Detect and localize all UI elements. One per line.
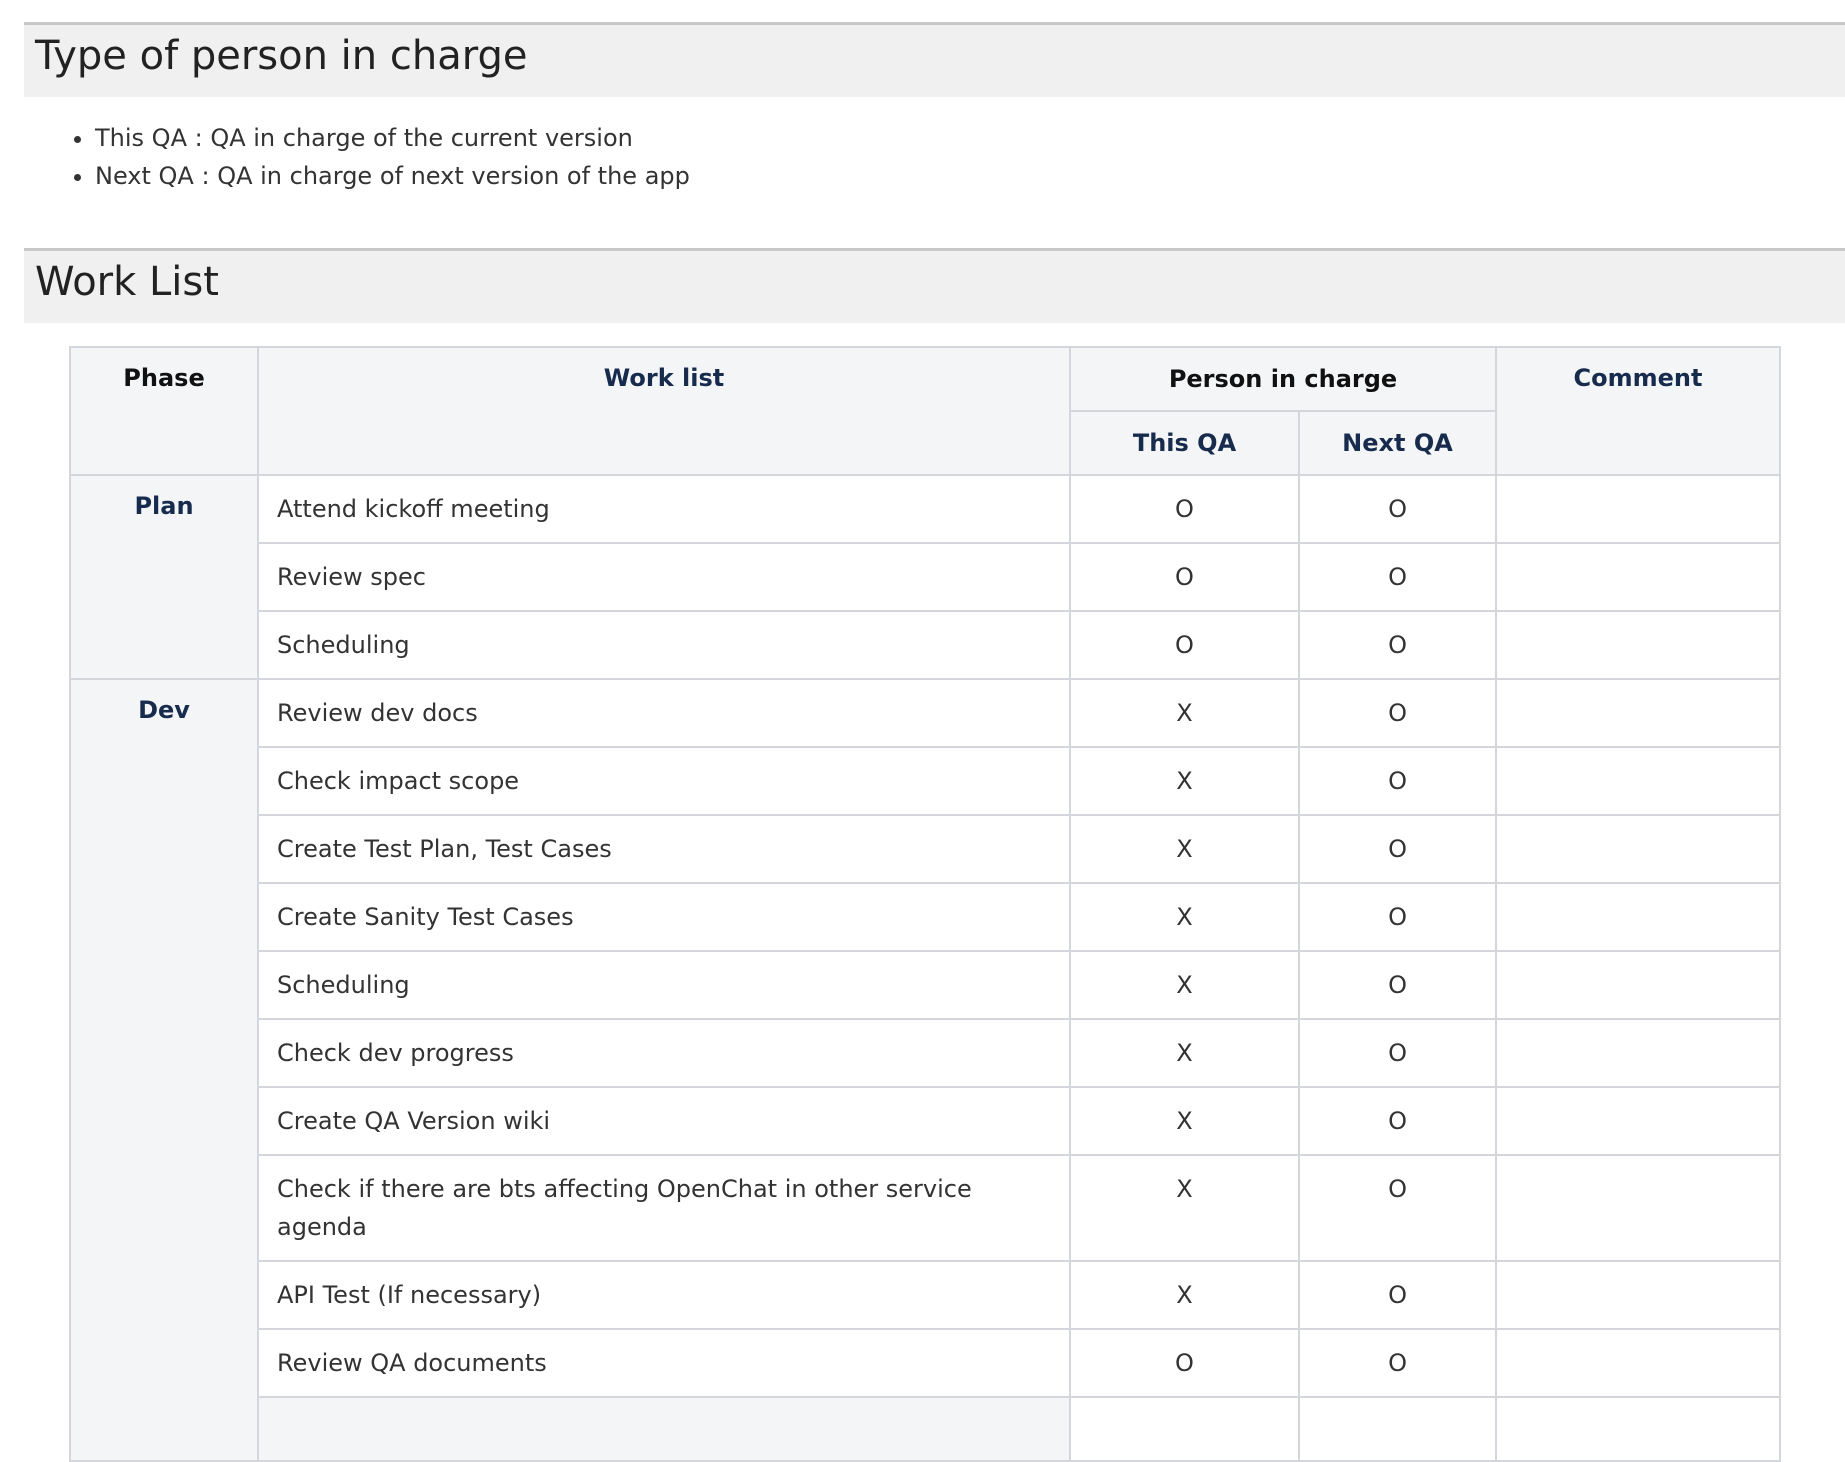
work-list-table [69, 346, 1781, 1462]
header-person-in-charge[interactable]: Person in charge [1070, 347, 1496, 411]
table-row [70, 1019, 1780, 1087]
task-cell: Create QA Version wiki [258, 1087, 1070, 1155]
header-next-qa[interactable]: Next QA [1299, 411, 1496, 475]
next-qa-cell: O [1299, 543, 1496, 611]
bullet-this-qa: • This QA : QA in charge of the current version [95, 119, 690, 157]
this-qa-cell: X [1070, 815, 1299, 883]
section-heading-work [24, 248, 1845, 323]
table-row [70, 1087, 1780, 1155]
phase-cell-next [258, 1397, 1070, 1461]
this-qa-cell: X [1070, 951, 1299, 1019]
this-qa-cell: X [1070, 883, 1299, 951]
task-cell: Scheduling [258, 611, 1070, 679]
section-title-type: Type of person in charge [35, 33, 528, 79]
task-cell: Check impact scope [258, 747, 1070, 815]
task-cell: Create Test Plan, Test Cases [258, 815, 1070, 883]
header-phase[interactable]: Phase [70, 347, 258, 475]
table-row [70, 951, 1780, 1019]
next-qa-cell: O [1299, 679, 1496, 747]
table-row [70, 747, 1780, 815]
next-qa-cell: O [1299, 1087, 1496, 1155]
header-work-list[interactable]: Work list [258, 347, 1070, 475]
table-row [70, 1261, 1780, 1329]
comment-cell [1496, 951, 1780, 1019]
table-row [70, 1155, 1780, 1261]
this-qa-cell: X [1070, 1087, 1299, 1155]
this-qa-cell: O [1070, 543, 1299, 611]
table-row [70, 815, 1780, 883]
comment-cell [1496, 611, 1780, 679]
this-qa-cell: O [1070, 475, 1299, 543]
task-cell [1070, 1397, 1299, 1461]
next-qa-cell [1496, 1397, 1780, 1461]
comment-cell [1496, 1261, 1780, 1329]
this-qa-cell: X [1070, 1155, 1299, 1261]
task-cell: Create Sanity Test Cases [258, 883, 1070, 951]
table-row [70, 679, 1780, 747]
next-qa-cell: O [1299, 951, 1496, 1019]
this-qa-cell: O [1070, 611, 1299, 679]
table-row [70, 1329, 1780, 1397]
next-qa-cell: O [1299, 883, 1496, 951]
task-cell: Review QA documents [258, 1329, 1070, 1397]
table-row [70, 543, 1780, 611]
this-qa-cell: X [1070, 1261, 1299, 1329]
bullet-next-qa: • Next QA : QA in charge of next version of the app [95, 157, 690, 195]
next-qa-cell: O [1299, 1019, 1496, 1087]
comment-cell [1496, 815, 1780, 883]
phase-cell-plan: Plan [70, 475, 258, 679]
comment-cell [1496, 679, 1780, 747]
task-cell: API Test (If necessary) [258, 1261, 1070, 1329]
table-row [70, 1397, 1780, 1461]
this-qa-cell: X [1070, 679, 1299, 747]
section-title-work: Work List [35, 259, 219, 305]
table-row [70, 883, 1780, 951]
header-this-qa[interactable]: This QA [1070, 411, 1299, 475]
this-qa-cell: X [1070, 747, 1299, 815]
next-qa-cell: O [1299, 1329, 1496, 1397]
next-qa-cell: O [1299, 1155, 1496, 1261]
phase-cell-dev: Dev [70, 679, 258, 1461]
comment-cell [1496, 475, 1780, 543]
this-qa-cell: X [1070, 1019, 1299, 1087]
section-heading-type [24, 22, 1845, 97]
header-comment[interactable]: Comment [1496, 347, 1780, 475]
comment-cell [1496, 1155, 1780, 1261]
task-cell: Check if there are bts affecting OpenChat in other service agenda [258, 1155, 1070, 1261]
comment-cell [1496, 747, 1780, 815]
next-qa-cell: O [1299, 747, 1496, 815]
next-qa-cell: O [1299, 815, 1496, 883]
table-row [70, 475, 1780, 543]
task-cell: Review spec [258, 543, 1070, 611]
comment-cell [1496, 1087, 1780, 1155]
task-cell: Attend kickoff meeting [258, 475, 1070, 543]
next-qa-cell: O [1299, 475, 1496, 543]
comment-cell [1496, 1329, 1780, 1397]
task-cell: Check dev progress [258, 1019, 1070, 1087]
this-qa-cell: O [1070, 1329, 1299, 1397]
this-qa-cell [1299, 1397, 1496, 1461]
next-qa-cell: O [1299, 1261, 1496, 1329]
task-cell: Review dev docs [258, 679, 1070, 747]
comment-cell [1496, 543, 1780, 611]
comment-cell [1496, 1019, 1780, 1087]
next-qa-cell: O [1299, 611, 1496, 679]
comment-cell [1496, 883, 1780, 951]
definition-list [60, 119, 690, 195]
table-row [70, 611, 1780, 679]
task-cell: Scheduling [258, 951, 1070, 1019]
